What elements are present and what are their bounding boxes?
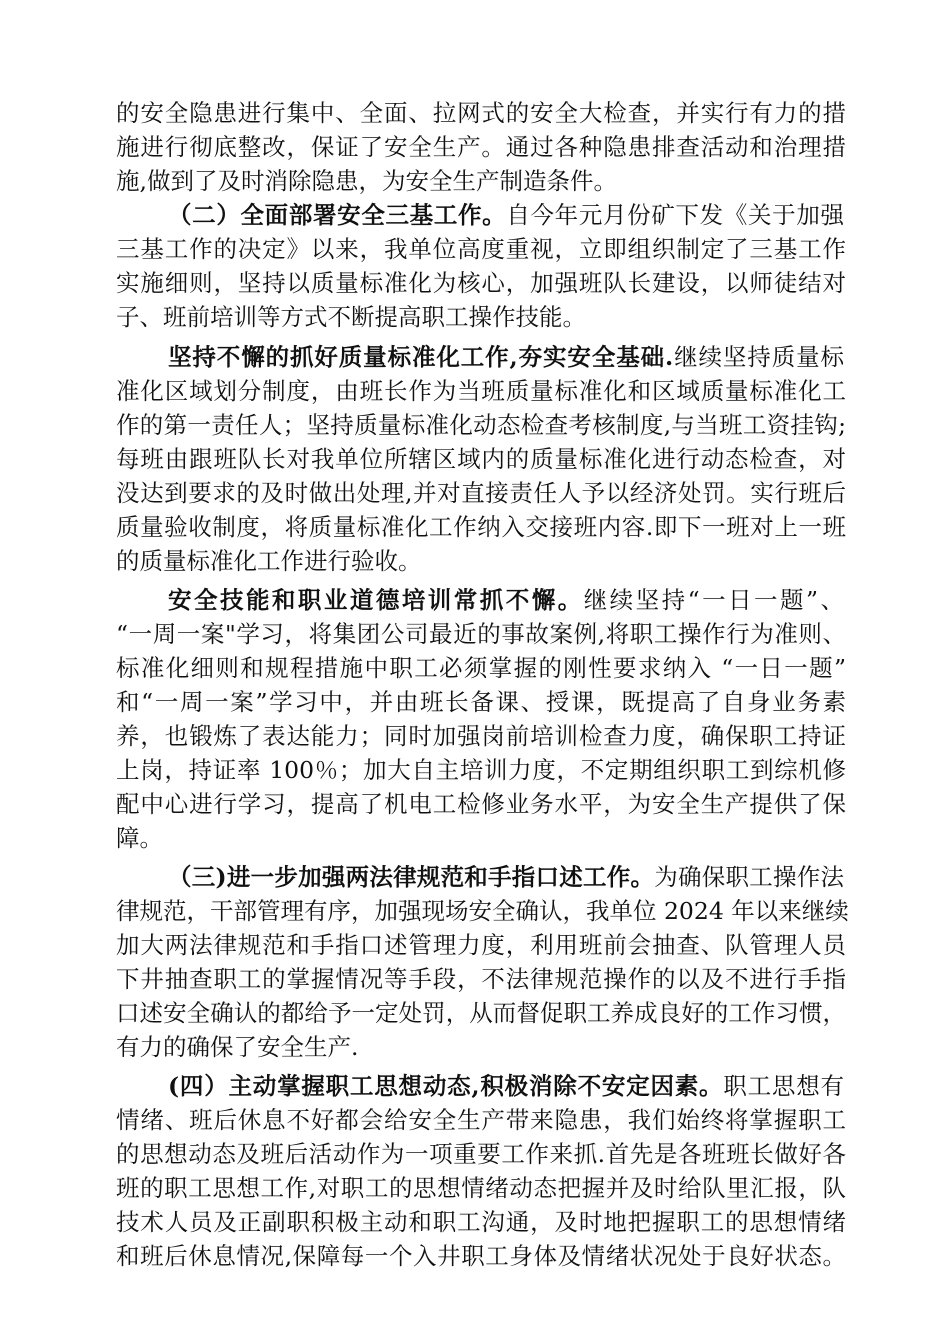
text-run: 障。 (116, 824, 163, 852)
bold-heading-run: 安全技能和职业道德培训常抓不懈。 (168, 586, 584, 614)
text-run: 标准化细则和规程措施中职工必须掌握的刚性要求纳入 “一日一题” (116, 654, 846, 682)
text-run: 技术人员及正副职积极主动和职工沟通，及时地把握职工的思想情绪 (116, 1208, 846, 1236)
text-run: 有力的确保了安全生产. (116, 1033, 359, 1061)
text-run: 实施细则，坚持以质量标准化为核心，加强班队长建设，以师徒结对 (116, 269, 846, 297)
text-line (116, 510, 846, 544)
text-line (116, 442, 846, 476)
text-line (168, 198, 844, 232)
text-line (116, 787, 846, 821)
text-run: 三基工作的决定》以来，我单位高度重视，立即组织制定了三基工作 (116, 235, 846, 263)
text-run: 的质量标准化工作进行验收。 (116, 547, 422, 575)
text-line (116, 96, 846, 130)
text-run: 准化区域划分制度，由班长作为当班质量标准化和区域质量标准化工 (116, 377, 846, 405)
text-run: 加大两法律规范和手指口述管理力度，利用班前会抽查、队管理人员 (116, 931, 846, 959)
text-run: 没达到要求的及时做出处理,并对直接责任人予以经济处罚。实行班后 (116, 479, 846, 507)
text-line (116, 651, 846, 685)
text-line (116, 962, 846, 996)
text-line (116, 894, 849, 928)
text-run: 上岗，持证率 100％；加大自主培训力度，不定期组织职工到综机修 (116, 756, 846, 784)
text-run: 施,做到了及时消除隐患，为安全生产制造条件。 (116, 167, 617, 195)
text-line (116, 544, 436, 578)
text-run: 下井抽查职工的掌握情况等手段，不法律规范操作的以及不进行手指 (116, 965, 846, 993)
bold-heading-run: 坚持不懈的抓好质量标准化工作,夯实安全基础. (168, 343, 674, 371)
text-line (168, 860, 844, 894)
text-line (116, 1171, 846, 1205)
text-run: 为确保职工操作法 (654, 863, 844, 891)
text-line (116, 1103, 846, 1137)
text-run: 情绪、班后休息不好都会给安全生产带来隐患，我们始终将掌握职工 (116, 1106, 846, 1134)
text-run: 每班由跟班队长对我单位所辖区域内的质量标准化进行动态检查，对 (116, 445, 846, 473)
text-line (116, 164, 656, 198)
text-line (116, 821, 163, 855)
text-run: 和班后休息情况,保障每一个入井职工身体及情绪状况处于良好状态。 (116, 1242, 846, 1270)
text-run: 和“一周一案”学习中，并由班长备课、授课，既提高了自身业务素 (116, 688, 846, 716)
bold-heading-run: （二）全面部署安全三基工作。 (168, 201, 507, 229)
text-run: 配中心进行学习，提高了机电工检修业务水平，为安全生产提供了保 (116, 790, 846, 818)
text-line (116, 232, 846, 266)
text-line (168, 583, 844, 617)
text-line (116, 996, 846, 1030)
text-line (116, 374, 846, 408)
text-line (116, 617, 846, 651)
text-line (116, 719, 846, 753)
text-run: 口述安全确认的都给予一定处罚，从而督促职工养成良好的工作习惯， (116, 999, 846, 1027)
text-run: 养，也锻炼了表达能力；同时加强岗前培训检查力度，确保职工持证 (116, 722, 846, 750)
text-run: 职工思想有 (723, 1072, 844, 1100)
text-run: “一周一案"学习，将集团公司最近的事故案例,将职工操作行为准则、 (116, 620, 846, 648)
text-line (116, 476, 846, 510)
bold-heading-run: (四）主动掌握职工思想动态,积极消除不安定因素。 (168, 1072, 724, 1100)
text-run: 自今年元月份矿下发《关于加强 (506, 201, 845, 229)
text-line (116, 753, 846, 787)
bold-heading-run: （三)进一步加强两法律规范和手指口述工作。 (168, 863, 655, 891)
text-run: 质量验收制度，将质量标准化工作纳入交接班内容.即下一班对上一班 (116, 513, 846, 541)
text-run: 班的职工思想工作,对职工的思想情绪动态把握并及时给队里汇报，队 (116, 1174, 846, 1202)
text-line (116, 300, 596, 334)
text-line (116, 1239, 846, 1273)
text-line (168, 1069, 844, 1103)
text-run: 子、班前培训等方式不断提高职工操作技能。 (116, 303, 586, 331)
text-line (116, 1137, 846, 1171)
text-line (116, 408, 846, 442)
text-line (168, 340, 844, 374)
text-line (116, 266, 846, 300)
text-line (116, 928, 846, 962)
text-run: 律规范，干部管理有序，加强现场安全确认，我单位 2024 年以来继续 (116, 897, 849, 925)
text-line (116, 685, 846, 719)
text-line (116, 1205, 846, 1239)
text-run: 继续坚持质量标 (673, 343, 845, 371)
text-run: 的安全隐患进行集中、全面、拉网式的安全大检查，并实行有力的措 (116, 99, 846, 127)
text-run: 的思想动态及班后活动作为一项重要工作来抓.首先是各班班长做好各 (116, 1140, 846, 1168)
text-run: 作的第一责任人；坚持质量标准化动态检查考核制度,与当班工资挂钩; (116, 411, 846, 439)
text-run: 施进行彻底整改，保证了安全生产。通过各种隐患排查活动和治理措 (116, 133, 846, 161)
text-line (116, 1030, 376, 1064)
text-run: 继续坚持“一日一题”、 (583, 586, 845, 614)
text-line (116, 130, 846, 164)
